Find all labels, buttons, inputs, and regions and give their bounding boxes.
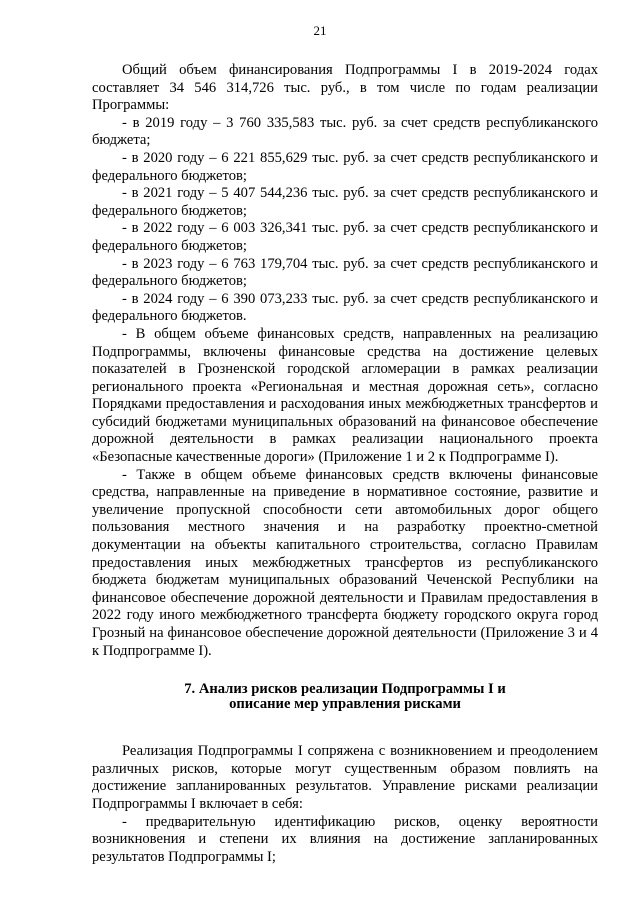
section-heading-line-2: описание мер управления рисками [229, 696, 461, 713]
list-item-2021: - в 2021 году – 5 407 544,236 тыс. руб. за счет средств республиканского и федерального бюджетов; [92, 185, 598, 219]
paragraph-funding-total: Общий объем финансирования Подпрограммы I в 2019-2024 годах составляет 34 546 314,726 тыс. руб., в том числе по годам реализации Программы: [92, 62, 598, 114]
paragraph-regional-project: - В общем объеме финансовых средств, направленных на реализацию Подпрограммы, включены финансовые средства на достижение целевых показателей в Грозненской городской агломерации в рамках реализации регионального проекта «Региональная и местная дорожная сеть», согласно Порядками предоставления и расходования иных межбюджетных трансфертов и субсидий бюджетами муниципальных образований на финансовое обеспечение дорожной деятельности в рамках реализации национального проекта «Безопасные качественные дороги» (Приложение 1 и 2 к Подпрограмме I). [92, 325, 598, 466]
list-item-risk-identification: - предварительную идентификацию рисков, оценку вероятности возникновения и степени их влияния на достижение запланированных результатов Подпрограммы I; [92, 813, 598, 865]
list-item-2019: - в 2019 году – 3 760 335,583 тыс. руб. за счет средств республиканского бюджета; [92, 114, 598, 149]
list-item-2024: - в 2024 году – 6 390 073,233 тыс. руб. за счет средств республиканского и федерального бюджетов. [92, 290, 598, 325]
document-body [92, 62, 598, 866]
list-item-2020: - в 2020 году – 6 221 855,629 тыс. руб. за счет средств республиканского и федерального бюджетов; [92, 149, 598, 184]
list-item-2023: - в 2023 году – 6 763 179,704 тыс. руб. за счет средств республиканского и федерального бюджетов; [92, 255, 598, 290]
paragraph-interbudget-transfers: - Также в общем объеме финансовых средств включены финансовые средства, направленные на приведение в нормативное состояние, развитие и увеличение пропускной способности сети автомобильных дорог общего пользования местного значения и на разработку проектно-сметной документации на объекты капитального строительства, согласно Правилам предоставления иных межбюджетных трансфертов из республиканского бюджета бюджетам муниципальных образований Чеченской Республики на финансовое обеспечение дорожной деятельности и Правилам предоставления в 2022 году иного межбюджетного трансферта бюджету городского округа город Грозный на финансовое обеспечение дорожной деятельности (Приложение 3 и 4 к Подпрограмме I). [92, 466, 598, 659]
paragraph-risks-intro: Реализация Подпрограммы I сопряжена с возникновением и преодолением различных рисков, которые могут существенным образом повлиять на достижение запланированных результатов. Управление рисками реализации Подпрограммы I включает в себя: [92, 743, 598, 812]
section-heading [92, 682, 598, 712]
section-heading-line-1: 7. Анализ рисков реализации Подпрограммы I и [184, 681, 506, 698]
list-item-2022: - в 2022 году – 6 003 326,341 тыс. руб. за счет средств республиканского и федерального бюджетов; [92, 220, 598, 254]
page-number: 21 [313, 23, 327, 38]
